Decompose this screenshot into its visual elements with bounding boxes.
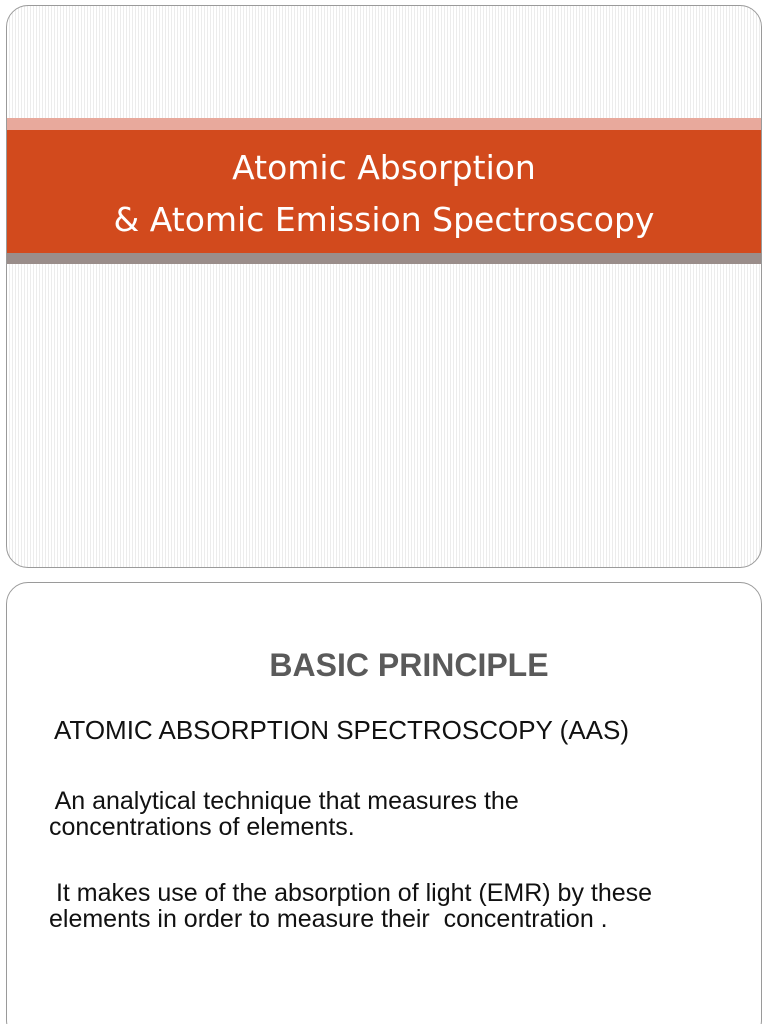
- title-band: [7, 118, 761, 264]
- paragraph-line: concentrations of elements.: [49, 813, 355, 841]
- paragraph-line: elements in order to measure their concentration .: [49, 905, 608, 933]
- title-band-bottom-stripe: [7, 253, 761, 264]
- section-heading: BASIC PRINCIPLE: [269, 647, 549, 683]
- slide-title-line-1: Atomic Absorption: [232, 148, 536, 187]
- section-subheading: ATOMIC ABSORPTION SPECTROSCOPY (AAS): [54, 715, 629, 745]
- paragraph-line: An analytical technique that measures the: [49, 787, 519, 815]
- paragraph-line: It makes use of the absorption of light (EMR) by these: [49, 879, 653, 907]
- title-slide: [6, 5, 762, 568]
- paragraph-absorption: [49, 880, 652, 932]
- paragraph-definition: [49, 788, 519, 840]
- slide-title: [7, 142, 761, 246]
- content-slide: [6, 582, 762, 1024]
- title-band-top-stripe: [7, 118, 761, 130]
- slide-title-line-2: & Atomic Emission Spectroscopy: [113, 200, 655, 239]
